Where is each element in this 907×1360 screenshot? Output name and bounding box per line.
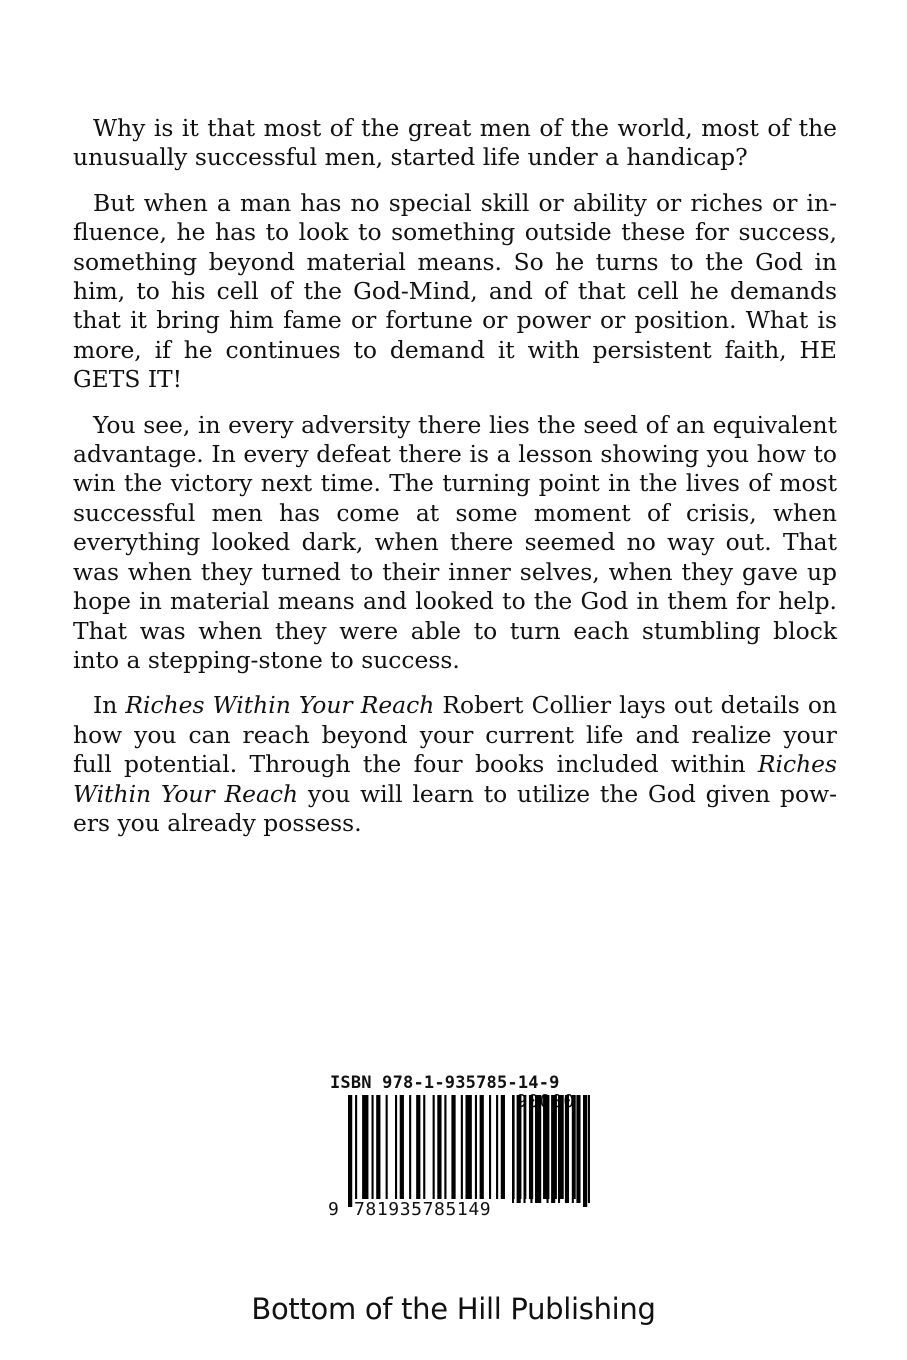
paragraph-3: You see, in every adversity there lies the seed of an equivalent advantage. In every defeat there is a lesson showing you how to win the victory next time. The turning point in the lives of most successful men has come at some moment of crisis, when everything looked dark, when there seemed no way out. That was when they turned to their inner selves, when they gave up hope in material means and looked to the God in them for help. That was when they were able to turn each stumbling block into a stepping-stone to success. [73, 410, 837, 674]
barcode-bar [583, 1095, 587, 1207]
barcode-bar [355, 1095, 357, 1207]
barcode-bar [480, 1095, 484, 1199]
barcode-bar [372, 1095, 374, 1199]
barcode-bar [423, 1095, 425, 1199]
back-cover-text [73, 114, 837, 854]
barcode-bar [530, 1095, 532, 1203]
barcode-lead-digit: 9 [328, 1199, 339, 1220]
barcode-bar [576, 1095, 580, 1203]
barcode-bar [524, 1095, 526, 1203]
isbn-label: ISBN 978-1-935785-14-9 [330, 1073, 560, 1093]
barcode-bar [451, 1095, 455, 1199]
barcode-bar [466, 1095, 472, 1207]
paragraph-4-part-2: Robert Collier lays out details on how you can reach beyond your current life and realize your full potential. Through the four books included within [73, 691, 837, 779]
barcode-bar [395, 1095, 397, 1199]
paragraph-1: Why is it that most of the great men of the world, most of the unusually successful men, started life under a handicap? [73, 114, 837, 172]
barcode-bar [496, 1095, 498, 1199]
paragraph-4 [73, 691, 837, 838]
barcode-bar [416, 1095, 420, 1199]
isbn-barcode [328, 1073, 590, 1225]
barcode-bar [560, 1095, 564, 1199]
barcode-bar [433, 1095, 435, 1199]
barcode-bar [558, 1095, 560, 1203]
paragraph-4-part-1: In [93, 691, 126, 720]
paragraph-2: But when a man has no special skill or ability or riches or influence, he has to look to something outside these for success, something beyond material means. So he turns to the God in him, to his cell of the God-Mind, and of that cell he demands that it bring him fame or fortune or power or position. What is more, if he continues to demand it with persistent faith, HE GETS IT! [73, 188, 837, 394]
barcode-bar [475, 1095, 477, 1207]
barcode-bar [588, 1095, 590, 1203]
barcode-bar [574, 1095, 576, 1199]
barcode-bar [551, 1095, 555, 1203]
barcode-bar [362, 1095, 368, 1199]
barcode-bar [409, 1095, 411, 1199]
barcode-bar [547, 1095, 549, 1203]
paragraph-4-part-3: you will learn to utilize the God given powers you already possess. [73, 779, 837, 837]
barcode-bar [501, 1095, 505, 1199]
book-title-italic: Riches Within Your Reach [73, 750, 837, 808]
barcode-bar [376, 1095, 380, 1199]
barcode-bar [517, 1095, 521, 1203]
barcode-bars [328, 1095, 590, 1211]
barcode-bar [535, 1095, 541, 1203]
barcode-digits: 781935785149 [354, 1199, 492, 1220]
book-title-italic: Riches Within Your Reach [125, 691, 435, 720]
barcode-bar [400, 1095, 404, 1199]
barcode-bar [348, 1095, 352, 1207]
barcode-bar [512, 1095, 514, 1203]
barcode-bar [489, 1095, 491, 1199]
barcode-bar [386, 1095, 388, 1199]
barcode-bar [444, 1095, 446, 1199]
barcode-bar [461, 1095, 463, 1199]
barcode-bar [437, 1095, 441, 1199]
publisher-name: Bottom of the Hill Publishing [251, 1292, 656, 1326]
barcode-bar [565, 1095, 569, 1203]
barcode-bar [572, 1095, 574, 1203]
